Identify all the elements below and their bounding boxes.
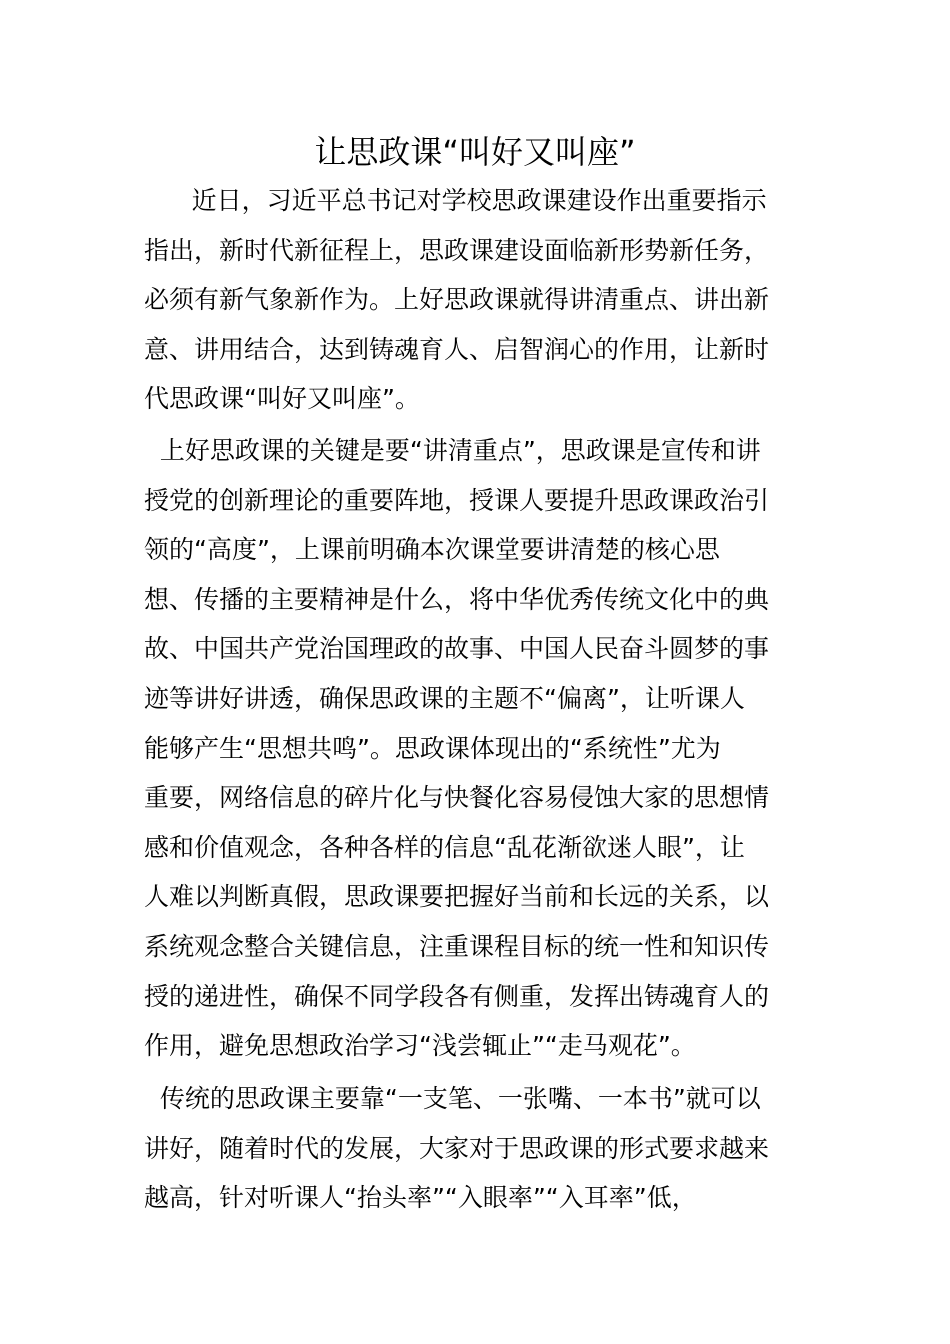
paragraph-line: 授的递进性，确保不同学段各有侧重，发挥出铸魂育人的 bbox=[144, 981, 770, 1011]
paragraph-line: 意、讲用结合，达到铸魂育人、启智润心的作用，让新时 bbox=[144, 334, 770, 364]
paragraph-line: 重要，网络信息的碎片化与快餐化容易侵蚀大家的思想情 bbox=[144, 783, 770, 813]
paragraph-line: 指出，新时代新征程上，思政课建设面临新形势新任务， bbox=[144, 235, 770, 265]
paragraph-line: 传统的思政课主要靠“一支笔、一张嘴、一本书”就可以 bbox=[144, 1084, 761, 1113]
paragraph-line: 故、中国共产党治国理政的故事、中国人民奋斗圆梦的事 bbox=[144, 634, 770, 664]
paragraph-line: 授党的创新理论的重要阵地，授课人要提升思政课政治引 bbox=[144, 485, 770, 515]
paragraph-line: 上好思政课的关键是要“讲清重点”，思政课是宣传和讲 bbox=[144, 436, 761, 465]
paragraph-line: 作用，避免思想政治学习“浅尝辄止”“走马观花”。 bbox=[144, 1031, 696, 1061]
paragraph-line: 近日，习近平总书记对学校思政课建设作出重要指示 bbox=[144, 186, 767, 215]
paragraph-1 bbox=[144, 176, 808, 424]
paragraph-3 bbox=[144, 1074, 808, 1223]
paragraph-line: 能够产生“思想共鸣”。思政课体现出的“系统性”尤为 bbox=[144, 733, 721, 763]
paragraph-line: 系统观念整合关键信息，注重课程目标的统一性和知识传 bbox=[144, 931, 770, 961]
paragraph-line: 代思政课“叫好又叫座”。 bbox=[144, 384, 420, 414]
document-title: 让思政课“叫好又叫座” bbox=[314, 133, 636, 171]
paragraph-line: 感和价值观念，各种各样的信息“乱花渐欲迷人眼”，让 bbox=[144, 832, 745, 862]
paragraph-line: 人难以判断真假，思政课要把握好当前和长远的关系，以 bbox=[144, 882, 770, 912]
paragraph-line: 越高，针对听课人“抬头率”“入眼率”“入耳率”低， bbox=[144, 1183, 697, 1213]
paragraph-2 bbox=[144, 426, 808, 1071]
paragraph-line: 讲好，随着时代的发展，大家对于思政课的形式要求越来 bbox=[144, 1133, 770, 1163]
paragraph-line: 领的“高度”，上课前明确本次课堂要讲清楚的核心思 bbox=[144, 535, 720, 565]
paragraph-line: 必须有新气象新作为。上好思政课就得讲清重点、讲出新 bbox=[144, 285, 770, 315]
paragraph-line: 想、传播的主要精神是什么，将中华优秀传统文化中的典 bbox=[144, 584, 770, 614]
paragraph-line: 迹等讲好讲透，确保思政课的主题不“偏离”，让听课人 bbox=[144, 683, 745, 713]
